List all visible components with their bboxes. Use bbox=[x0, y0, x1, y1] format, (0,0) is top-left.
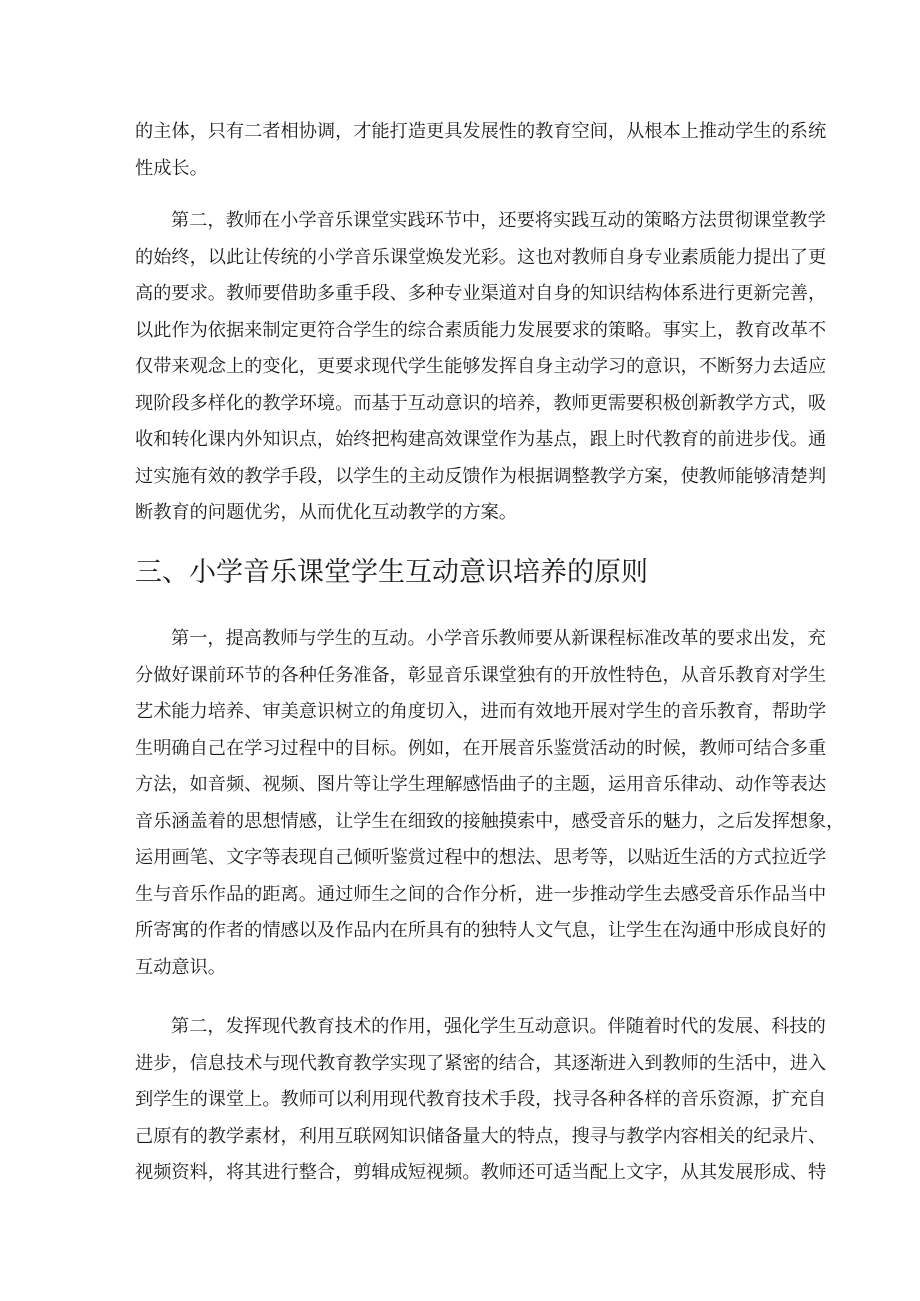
paragraph-second-point bbox=[135, 203, 827, 532]
text-line: 互动意识。 bbox=[135, 956, 226, 978]
text-line: 断教育的问题优劣，从而优化互动教学的方案。 bbox=[135, 502, 517, 523]
text-line: 己原有的教学素材，利用互联网知识储备量大的特点，搜寻与教学内容相关的纪录片、 bbox=[135, 1125, 827, 1147]
principle-second-paragraph bbox=[135, 1009, 827, 1192]
text-line: 视频资料，将其进行整合，剪辑成短视频。教师还可适当配上文字，从其发展形成、特 bbox=[135, 1162, 827, 1183]
text-line: 生明确自己在学习过程中的目标。例如，在开展音乐鉴赏活动的时候，教师可结合多重 bbox=[135, 737, 827, 759]
text-line: 现阶段多样化的教学环境。而基于互动意识的培养，教师更需要积极创新教学方式，吸 bbox=[135, 392, 827, 414]
text-line: 高的要求。教师要借助多重手段、多种专业渠道对自身的知识结构体系进行更新完善， bbox=[135, 283, 827, 304]
principle-first-paragraph bbox=[135, 621, 845, 986]
text-line: 收和转化课内外知识点，始终把构建高效课堂作为基点，跟上时代教育的前进步伐。通 bbox=[135, 429, 827, 450]
text-line: 第二，教师在小学音乐课堂实践环节中，还要将实践互动的策略方法贯彻课堂教学 bbox=[171, 210, 826, 231]
text-line: 艺术能力培养、审美意识树立的角度切入，进而有效地开展对学生的音乐教育，帮助学 bbox=[135, 701, 827, 722]
text-line: 以此作为依据来制定更符合学生的综合素质能力发展要求的策略。事实上，教育改革不 bbox=[135, 319, 827, 341]
text-line: 第一，提高教师与学生的互动。小学音乐教师要从新课程标准改革的要求出发，充 bbox=[171, 628, 826, 649]
text-line: 的始终，以此让传统的小学音乐课堂焕发光彩。这也对教师自身专业素质能力提出了更 bbox=[135, 246, 827, 268]
text-line: 生与音乐作品的距离。通过师生之间的合作分析，进一步推动学生去感受音乐作品当中 bbox=[135, 883, 827, 905]
text-line: 到学生的课堂上。教师可以利用现代教育技术手段，找寻各种各样的音乐资源，扩充自 bbox=[135, 1089, 827, 1110]
text-line: 性成长。 bbox=[135, 157, 208, 179]
text-line: 所寄寓的作者的情感以及作品内在所具有的独特人文气息，让学生在沟通中形成良好的 bbox=[135, 920, 827, 941]
text-line: 仅带来观念上的变化，更要求现代学生能够发挥自身主动学习的意识，不断努力去适应 bbox=[135, 356, 827, 377]
text-line: 分做好课前环节的各种任务准备，彰显音乐课堂独有的开放性特色，从音乐教育对学生 bbox=[135, 664, 827, 686]
text-line: 音乐涵盖着的思想情感，让学生在细致的接触摸索中，感受音乐的魅力，之后发挥想象， bbox=[135, 810, 845, 832]
text-line: 运用画笔、文字等表现自己倾听鉴赏过程中的想法、思考等，以贴近生活的方式拉近学 bbox=[135, 847, 827, 868]
text-line: 方法，如音频、视频、图片等让学生理解感悟曲子的主题，运用音乐律动、动作等表达 bbox=[135, 774, 827, 795]
text-line: 第二，发挥现代教育技术的作用，强化学生互动意识。伴随着时代的发展、科技的 bbox=[171, 1016, 826, 1037]
text-line: 进步，信息技术与现代教育教学实现了紧密的结合，其逐渐进入到教师的生活中，进入 bbox=[135, 1052, 827, 1074]
text-line: 过实施有效的教学手段，以学生的主动反馈作为根据调整教学方案，使教师能够清楚判 bbox=[135, 465, 827, 487]
paragraph-continuation bbox=[135, 114, 827, 187]
section-heading: 三、小学音乐课堂学生互动意识培养的原则 bbox=[135, 557, 648, 588]
text-line: 的主体，只有二者相协调，才能打造更具发展性的教育空间，从根本上推动学生的系统 bbox=[135, 121, 827, 142]
